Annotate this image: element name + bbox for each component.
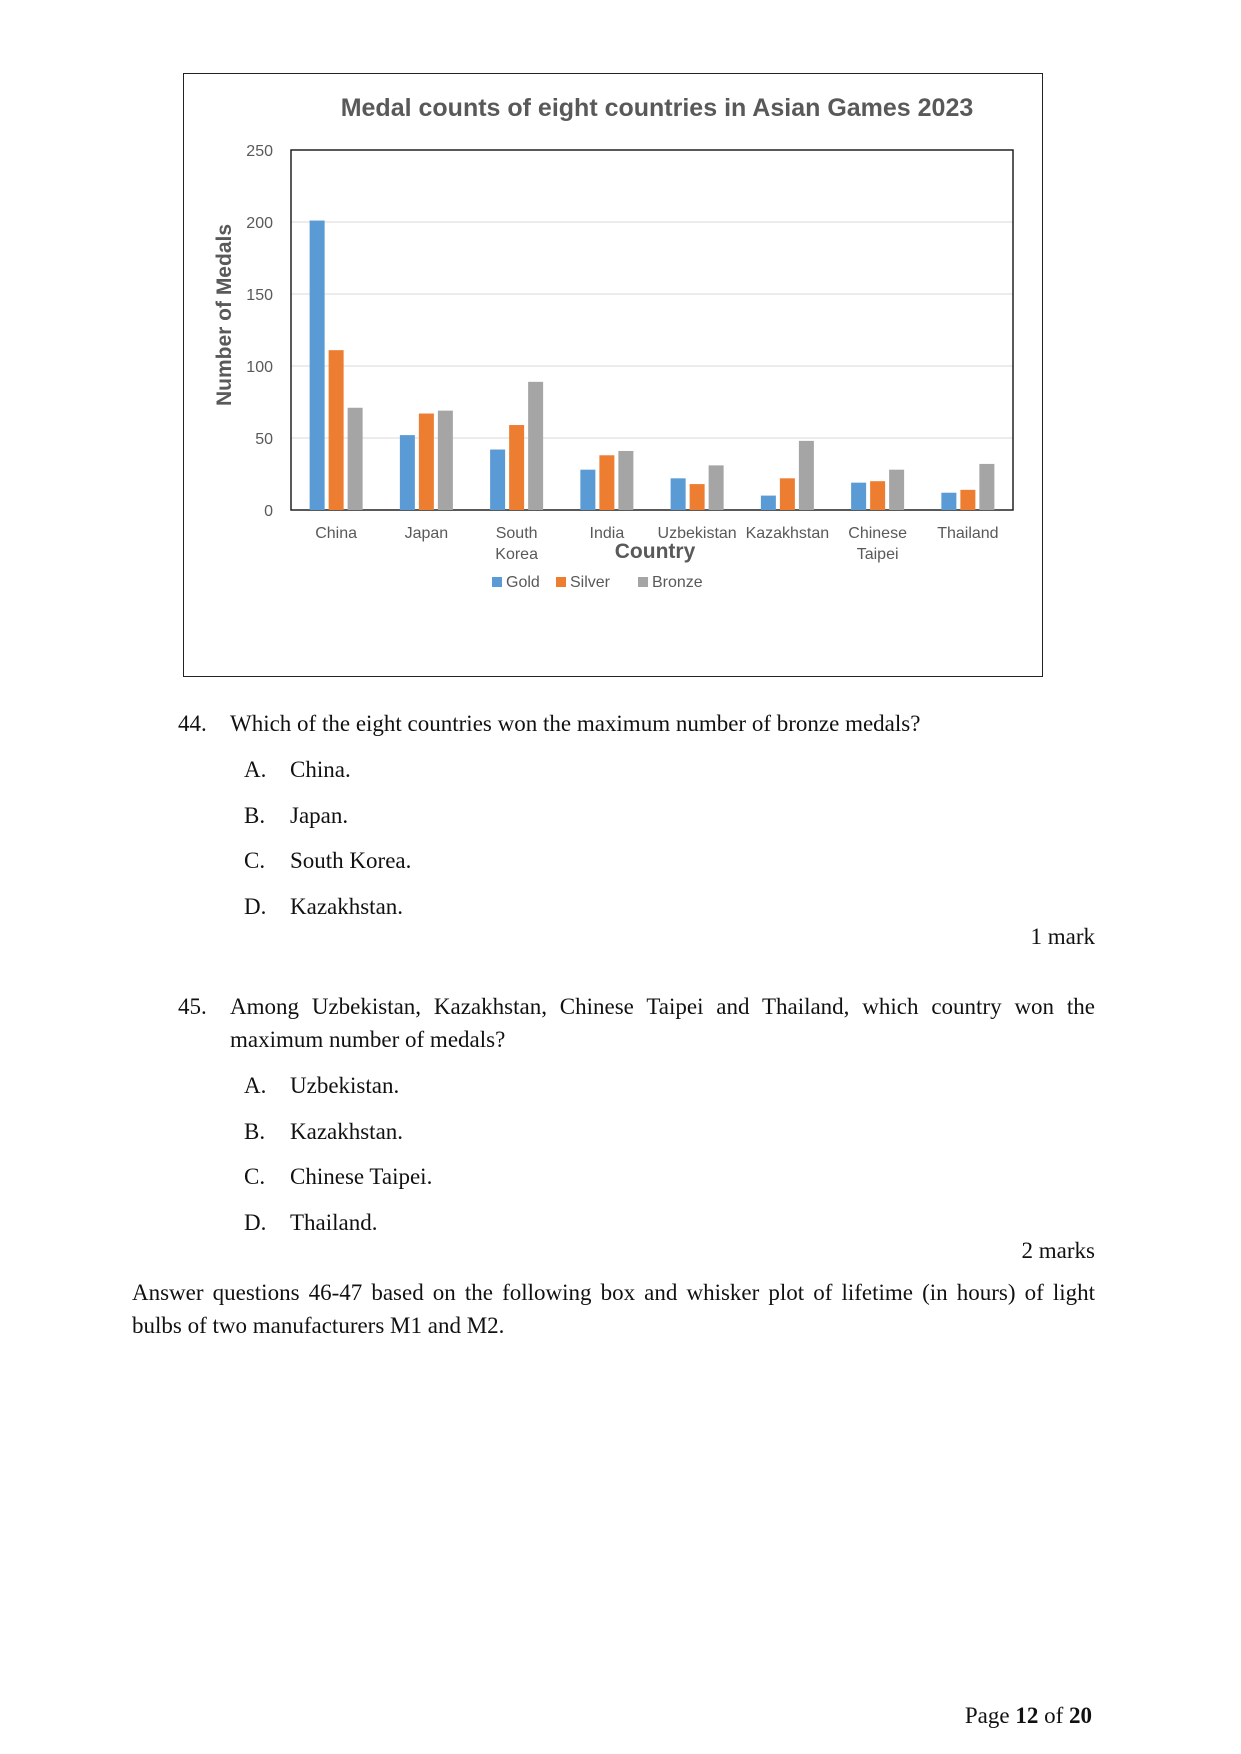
option-text: Kazakhstan. — [290, 894, 404, 919]
option-letter: D. — [244, 1210, 267, 1235]
page-footer — [965, 1703, 1092, 1729]
medal-chart — [183, 73, 1043, 677]
option-text: Japan. — [290, 803, 349, 828]
legend-label-silver: Silver — [570, 574, 611, 591]
question-text: Which of the eight countries won the maximum number of bronze medals? — [230, 711, 921, 736]
bar-bronze — [979, 464, 994, 510]
bar-gold — [400, 435, 415, 510]
bar-gold — [310, 221, 325, 510]
bar-silver — [780, 478, 795, 510]
option-text: Kazakhstan. — [290, 1119, 404, 1144]
bar-silver — [419, 414, 434, 510]
option-letter: D. — [244, 894, 267, 919]
bar-bronze — [618, 451, 633, 510]
page-total: 20 — [1069, 1703, 1092, 1728]
bar-gold — [490, 450, 505, 510]
bar-silver — [960, 490, 975, 510]
bar-bronze — [889, 470, 904, 510]
option-letter: C. — [244, 848, 266, 873]
y-tick-label: 150 — [246, 287, 273, 304]
x-axis-title: Country — [614, 540, 696, 563]
bar-gold — [671, 478, 686, 510]
y-tick-label: 200 — [246, 215, 273, 232]
chart-title: Medal counts of eight countries in Asian Games 2023 — [340, 94, 974, 122]
x-tick-label: Japan — [404, 525, 449, 542]
option-text: South Korea. — [290, 848, 412, 873]
bar-bronze — [528, 382, 543, 510]
question-44 — [178, 707, 1098, 947]
option-text: Chinese Taipei. — [290, 1164, 433, 1189]
option-text: Uzbekistan. — [290, 1073, 400, 1098]
x-tick-label: South — [495, 525, 538, 542]
option-letter: A. — [244, 757, 267, 782]
bar-bronze — [709, 465, 724, 510]
x-tick-label: Uzbekistan — [657, 525, 737, 542]
legend-swatch-gold — [492, 577, 502, 587]
bar-silver — [329, 350, 344, 510]
y-tick-label: 0 — [264, 503, 273, 520]
x-tick-label: India — [589, 525, 625, 542]
instruction-paragraph: Answer questions 46-47 based on the following box and whisker plot of lifetime (in hours) of light bulbs of two manufacturers M1 and M2. — [132, 1280, 1095, 1338]
y-tick-label: 100 — [246, 359, 273, 376]
chart-svg — [184, 74, 1044, 678]
page-of: of — [1038, 1703, 1069, 1728]
bar-gold — [851, 483, 866, 510]
marks-q44: 1 mark — [1030, 924, 1095, 949]
x-tick-label: Taipei — [856, 546, 899, 563]
y-axis-title: Number of Medals — [213, 223, 236, 407]
bar-bronze — [799, 441, 814, 510]
legend-label-gold: Gold — [506, 574, 540, 591]
bar-silver — [599, 455, 614, 510]
bar-bronze — [438, 411, 453, 510]
marks-q45: 2 marks — [1021, 1238, 1095, 1263]
x-tick-label: Korea — [495, 546, 538, 563]
x-tick-label: Chinese — [848, 525, 907, 542]
plot-area-border — [291, 150, 1013, 510]
page-number: 12 — [1015, 1703, 1039, 1728]
option-text: Thailand. — [290, 1210, 378, 1235]
legend-label-bronze: Bronze — [652, 574, 703, 591]
bar-silver — [870, 481, 885, 510]
question-text: Among Uzbekistan, Kazakhstan, Chinese Taipei and Thailand, which country won the maximum number of medals? — [230, 994, 1095, 1052]
option-letter: B. — [244, 803, 266, 828]
option-letter: A. — [244, 1073, 267, 1098]
option-letter: B. — [244, 1119, 266, 1144]
question-number: 44. — [178, 711, 207, 736]
x-tick-label: Kazakhstan — [745, 525, 830, 542]
option-letter: C. — [244, 1164, 266, 1189]
bar-bronze — [348, 408, 363, 510]
y-tick-label: 250 — [246, 143, 273, 160]
x-tick-label: Thailand — [937, 525, 999, 542]
page-prefix: Page — [964, 1703, 1016, 1728]
legend-swatch-bronze — [638, 577, 648, 587]
question-number: 45. — [178, 994, 207, 1019]
option-text: China. — [290, 757, 351, 782]
y-tick-label: 50 — [255, 431, 273, 448]
bar-gold — [580, 470, 595, 510]
legend-swatch-silver — [556, 577, 566, 587]
x-tick-label: China — [315, 525, 358, 542]
bar-silver — [509, 425, 524, 510]
question-45 — [178, 990, 1098, 1250]
bar-gold — [941, 493, 956, 510]
bar-silver — [690, 484, 705, 510]
bar-gold — [761, 496, 776, 510]
